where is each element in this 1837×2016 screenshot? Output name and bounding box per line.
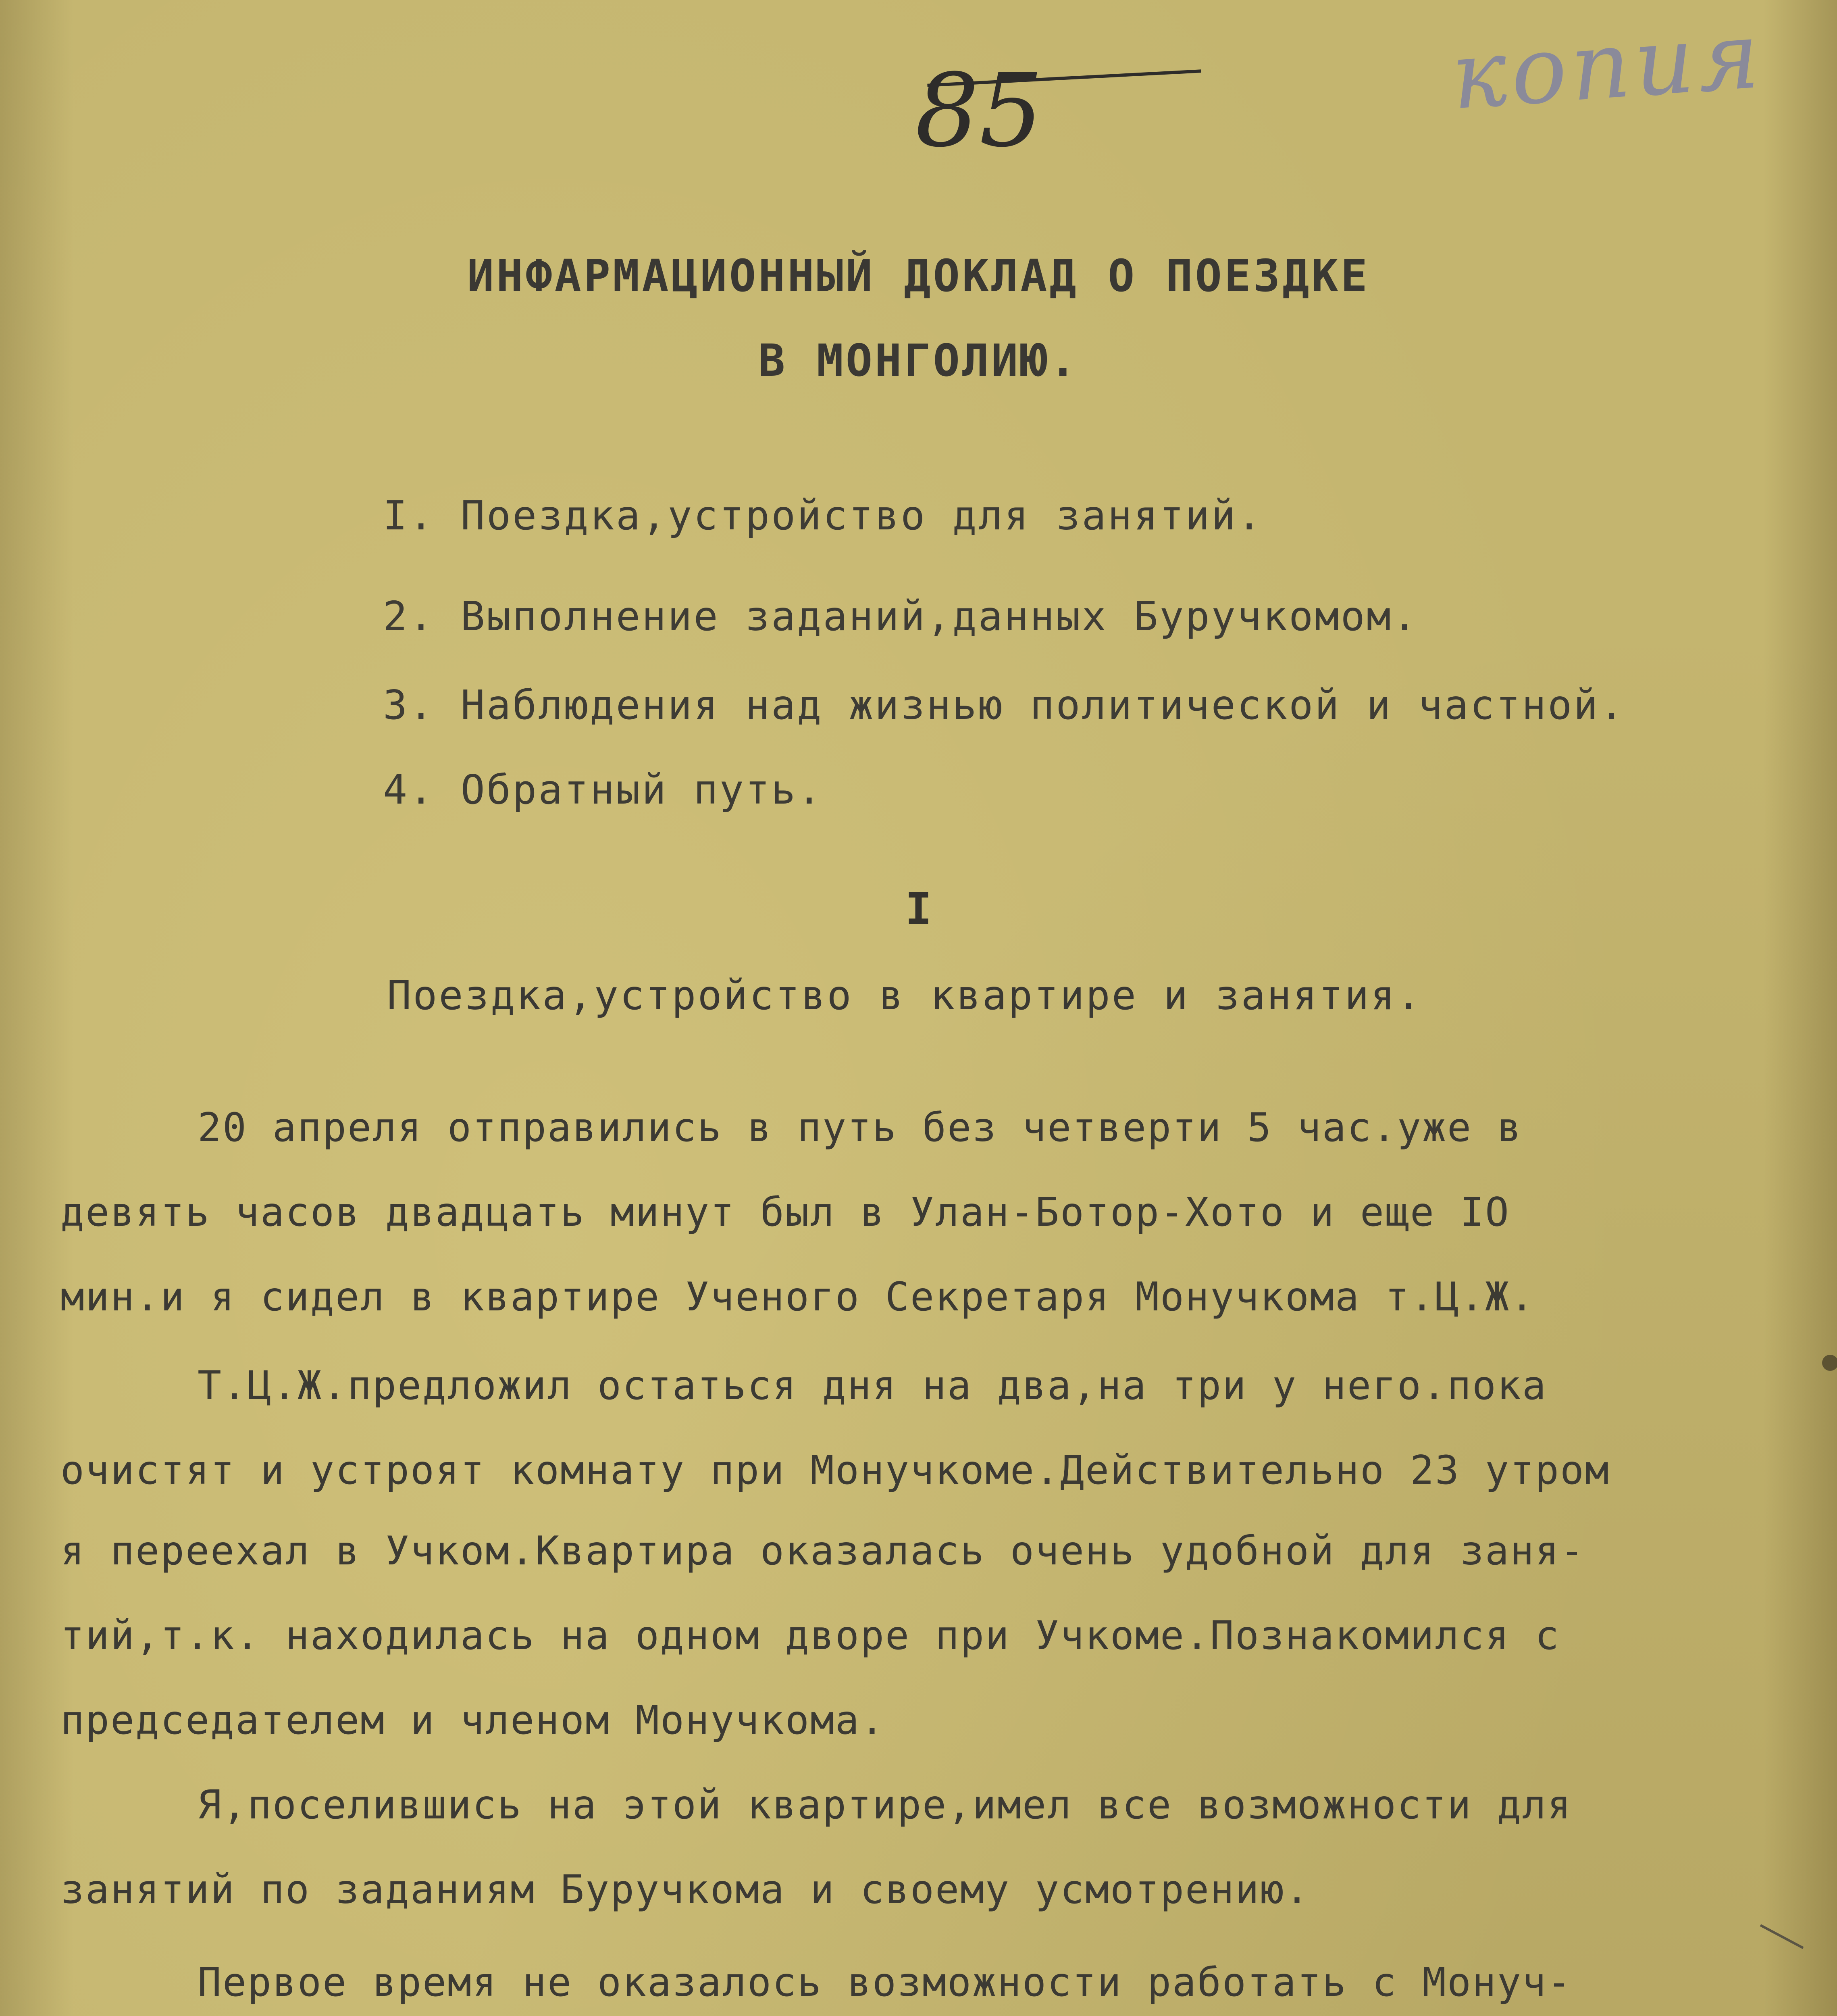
- binding-hole: [1822, 1355, 1837, 1371]
- section-number: I: [905, 883, 932, 935]
- body-line: председателем и членом Монучкома.: [60, 1697, 886, 1743]
- body-line: занятий по заданиям Буручкома и своему усмотрению.: [60, 1867, 1311, 1913]
- body-line: Т.Ц.Ж.предложил остаться дня на два,на три у него.пока: [198, 1363, 1548, 1409]
- section-title: Поездка,устройство в квартире и занятия.: [387, 972, 1423, 1019]
- copy-stamp: [1435, 1, 1806, 133]
- body-line: Первое время не оказалось возможности работать с Монуч-: [198, 1960, 1573, 2006]
- toc-item-3: 3. Наблюдения над жизнью политической и частной.: [383, 681, 1625, 729]
- folio-number: 85: [915, 52, 1044, 169]
- body-line: Я,поселившись на этой квартире,имел все возможности для: [198, 1782, 1573, 1828]
- stamp-text: копия: [1448, 1, 1767, 131]
- body-line: очистят и устроят комнату при Монучкоме.Действительно 23 утром: [60, 1447, 1610, 1493]
- body-line: девять часов двадцать минут был в Улан-Ботор-Хото и еще IO: [60, 1189, 1510, 1235]
- toc-item-1: I. Поездка,устройство для занятий.: [383, 492, 1263, 539]
- title-line-1: ИНФАРМАЦИОННЫЙ ДОКЛАД О ПОЕЗДКЕ: [467, 250, 1370, 302]
- body-line: тий,т.к. находилась на одном дворе при Учкоме.Познакомился с: [60, 1613, 1560, 1659]
- margin-pencil-mark: [1760, 1924, 1804, 1949]
- body-line: я переехал в Учком.Квартира оказалась очень удобной для заня-: [60, 1528, 1585, 1574]
- title-line-2: В МОНГОЛИЮ.: [758, 335, 1079, 386]
- toc-item-4: 4. Обратный путь.: [383, 766, 823, 813]
- toc-item-2: 2. Выполнение заданий,данных Буручкомом.: [383, 593, 1419, 640]
- body-line: 20 апреля отправились в путь без четверти 5 час.уже в: [198, 1105, 1523, 1151]
- body-line: мин.и я сидел в квартире Ученого Секретаря Монучкома т.Ц.Ж.: [60, 1274, 1535, 1320]
